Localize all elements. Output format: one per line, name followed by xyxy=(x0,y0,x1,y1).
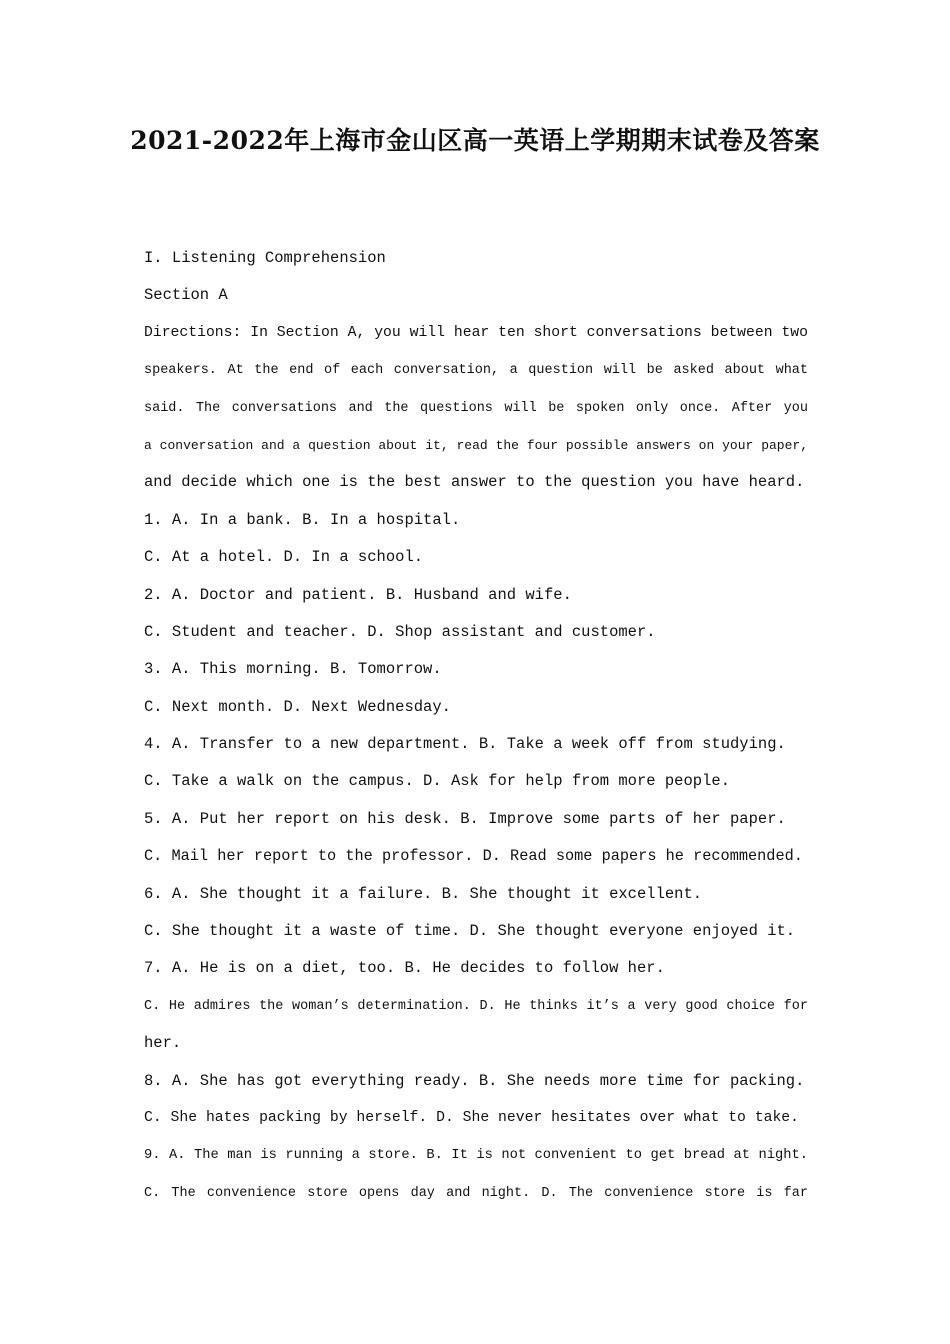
section-heading: Section A xyxy=(144,286,228,305)
directions-line: a conversation and a question about it, read the four possible answers on your paper, xyxy=(144,437,808,453)
question-line: C. He admires the woman’s determination. D. He thinks it’s a very good choice for xyxy=(144,998,808,1014)
question-line: 6. A. She thought it a failure. B. She thought it excellent. xyxy=(144,884,703,903)
directions-line: Directions: In Section A, you will hear ten short conversations between two xyxy=(144,324,808,341)
question-line: 8. A. She has got everything ready. B. She needs more time for packing. xyxy=(144,1071,805,1090)
part-heading: I. Listening Comprehension xyxy=(144,249,386,267)
directions-line: and decide which one is the best answer to the question you have heard. xyxy=(144,473,805,492)
question-line: C. At a hotel. D. In a school. xyxy=(144,548,424,567)
directions-line: said. The conversations and the questions will be spoken only once. After you xyxy=(144,400,808,416)
question-line: C. Next month. D. Next Wednesday. xyxy=(144,697,451,716)
question-line: C. Mail her report to the professor. D. Read some papers he recommended. xyxy=(144,847,803,866)
question-line: C. The convenience store opens day and night. D. The convenience store is far xyxy=(144,1185,808,1201)
directions-line: speakers. At the end of each conversation, a question will be asked about what xyxy=(144,363,808,379)
question-line: 3. A. This morning. B. Tomorrow. xyxy=(144,660,442,679)
question-line: 4. A. Transfer to a new department. B. Take a week off from studying. xyxy=(144,735,786,754)
question-line: C. She thought it a waste of time. D. She thought everyone enjoyed it. xyxy=(144,922,796,941)
document-title: 2021-2022年上海市金山区高一英语上学期期末试卷及答案 xyxy=(130,126,820,155)
question-line: 5. A. Put her report on his desk. B. Improve some parts of her paper. xyxy=(144,809,786,828)
question-line: 2. A. Doctor and patient. B. Husband and wife. xyxy=(144,585,572,604)
question-line: C. She hates packing by herself. D. She never hesitates over what to take. xyxy=(144,1109,800,1126)
question-line: 7. A. He is on a diet, too. B. He decides to follow her. xyxy=(144,959,665,978)
question-line: C. Take a walk on the campus. D. Ask for help from more people. xyxy=(144,772,730,791)
question-line: her. xyxy=(144,1034,182,1053)
document-body xyxy=(144,240,808,1212)
question-line: 9. A. The man is running a store. B. It is not convenient to get bread at night. xyxy=(144,1148,808,1164)
question-line: 1. A. In a bank. B. In a hospital. xyxy=(144,510,461,529)
question-line: C. Student and teacher. D. Shop assistant and customer. xyxy=(144,622,656,641)
